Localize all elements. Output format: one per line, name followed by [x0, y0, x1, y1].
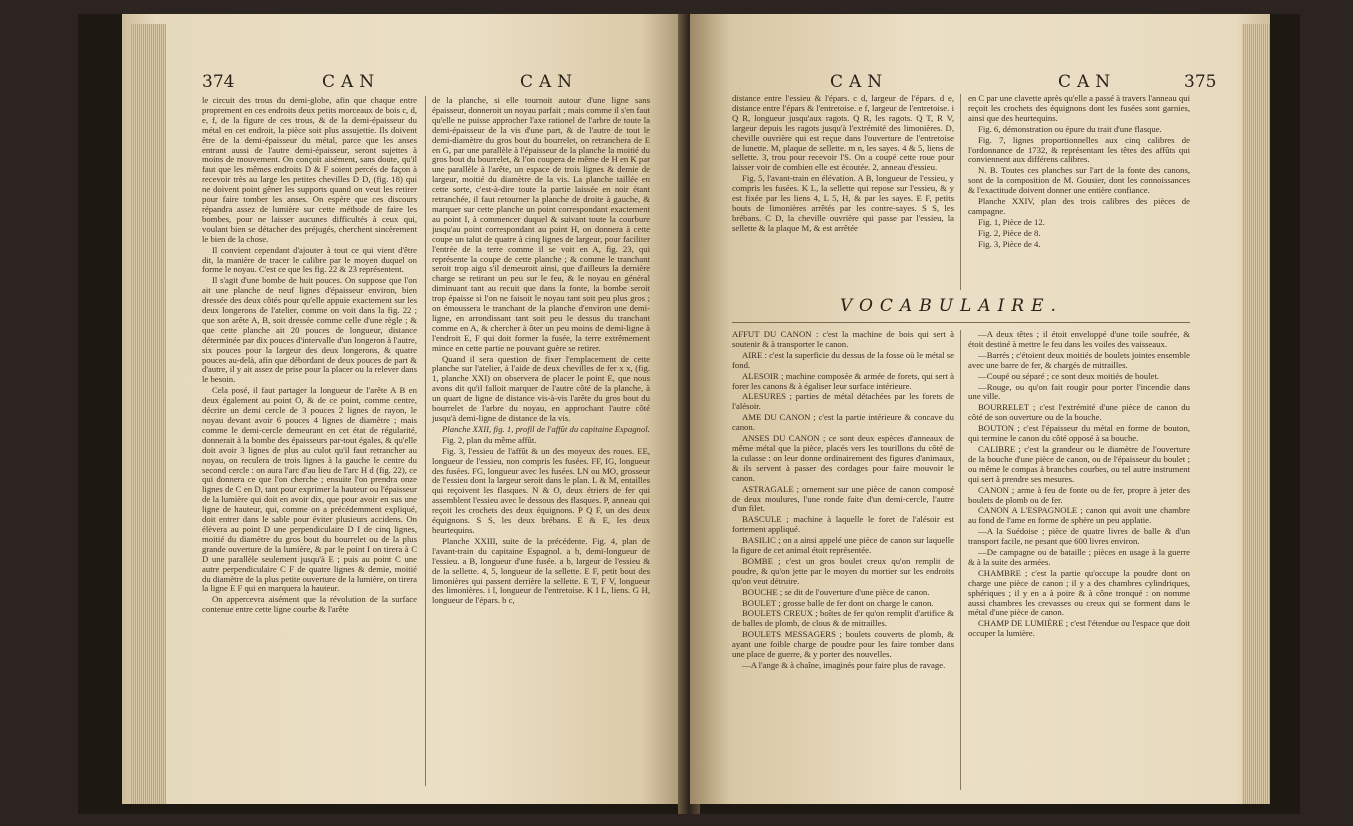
vocab-entry: BOULETS CREUX ; boîtes de fer qu'on remplit d'artifice & de balles de plomb, de clous & de mitrailles. [732, 608, 954, 629]
paragraph: Fig. 2, plan du même affût. [442, 434, 537, 445]
left-page-column-1 [202, 96, 417, 796]
vocab-entry: BASILIC ; on a ainsi appelé une pièce de canon sur laquelle la figure de cet animal étoit représentée. [732, 535, 954, 556]
vocabulary-column-2 [968, 330, 1190, 800]
vocab-entry: BOMBE ; c'est un gros boulet creux qu'on remplit de poudre, & qu'on jette par le moyen du mortier sur les endroits qu'on veut détruire. [732, 555, 954, 586]
paragraph: en C par une clavette après qu'elle a passé à travers l'anneau qui reçoit les crochets des équignons dont les fusées sont garnies, ainsi que des heurtequins. [968, 93, 1190, 123]
vocab-entry: BOULETS MESSAGERS ; boulets couverts de plomb, & ayant une foible charge de poudre pour les faire tomber dans une place de guerre, & y porter des nouvelles. [732, 629, 954, 660]
vocab-entry: CANON ; arme à feu de fonte ou de fer, propre à jeter des boulets de plomb ou de fer. [968, 484, 1190, 505]
paragraph: Cela posé, il faut partager la longueur de l'arête A B en deux également au point O, & de ce point, comme centre, décrire un demi cercle de 3 pouces 2 lignes de rayon, le noyau devant avoir 6 pouces 4 lignes de diamètre ; mais comme le demi-cercle demeurant en cet état de régularité, donnerait à la bombe des épaisseurs par-tout égales, & qu'elle doit avoir 3 lignes de plus au culot qu'il faut retrancher au noyau, on reculera de trois lignes à la gauche le centre du second cercle : on aura l'arc d'au lieu de l'arc H d (fig. 22), ce qui donnera ce que l'on cherche ; ensuite l'on prendra onze lignes de C en D, tant pour exprimer la hauteur ou l'épaisseur de la lumière qui doit en avoir dix, que pour avoir en sus une ligne de hauteur, qui, comme on a précédemment expliqué, doit entrer dans le sable pour éviter plusieurs accidens. On élèvera au point D une perpendiculaire D I de cinq lignes, moitié du diamètre du gros bout du bourrelet ou de la plus grande ouverture de la lumière, & par le point I on tirera à C D une parallèle seulement jusqu'à E ; puis au point C une autre perpendiculaire C F de quatre lignes & demie, moitié du diamètre de la plus petite ouverture de la lumière, on tirera la ligne E F qui en marquera la hauteur. [202, 385, 417, 594]
vocab-entry: ALESURES ; parties de métal détachées par les forets de l'alésoir. [732, 391, 954, 412]
vocab-entry: —Coupé ou séparé ; ce sont deux moitiés de boulet. [978, 370, 1159, 381]
paragraph: On appercevra aisément que la révolution de la surface contenue entre cette ligne courbe & l'arête [202, 594, 417, 615]
vocab-entry: —A l'ange & à chaîne, imaginés pour faire plus de ravage. [742, 660, 946, 670]
paragraph: Fig. 3, l'essieu de l'affût & un des moyeux des roues. EE, longueur de l'essieu, non compris les fusées. FF, IG, longueur des fusées. FG, longueur avec les fusées. LN ou MO, grosseur de l'essieu dont la largeur seroit dans le plan. L & M, entailles qui reçoivent les flasques. N & O, deux étriers de fer qui assemblent l'essieu avec le dessous des flasques. P, anneau qui reçoit les crochets des deux équignons. P Q F, un des deux équignons. S S, les deux brébans. E & E, les deux heurtequins. [432, 445, 650, 535]
paragraph: Quand il sera question de fixer l'emplacement de cette planche sur l'atelier, à l'aide de deux chevilles de fer x x, (fig. 1, planche XXI) on observera de placer le point E, que nous avons dit qu'il falloit marquer de l'autre côté de la planche, à un quart de ligne de distance vis-à-vis l'arête du gros bout du bourrelet de l'arbre du noyau, en approchant l'autre côté jusqu'à demi-ligne de distance de la vis. [432, 353, 650, 423]
vocab-entry: AIRE : c'est la superficie du dessus de la fosse où le métal se fond. [732, 349, 954, 370]
running-head-right-1: CAN [830, 72, 889, 92]
paragraph: Fig. 5, l'avant-train en élévation. A B, longueur de l'essieu, y compris les fusées. K L, la sellette qui repose sur l'essieu, & y est fixée par les liens 4, L 5, H, & par les sayes. E F, petits bouts de limonières arrêtés par les contre-sayes. S S, les brébans. C D, la cheville ouvrière qui passe par l'essieu, la sellette & la plaque M, & est arrêtée [732, 173, 954, 233]
page-number-left: 374 [202, 72, 235, 92]
paragraph: Fig. 1, Pièce de 12. [978, 216, 1045, 227]
vocab-entry: CANON A L'ESPAGNOLE ; canon qui avoit une chambre au fond de l'ame en forme de sphère un peu applatie. [968, 505, 1190, 526]
vocab-entry: BOUCHE ; se dit de l'ouverture d'une pièce de canon. [742, 586, 930, 597]
vocab-entry: CHAMBRE ; c'est la partie qu'occupe la poudre dont on charge une pièce de canon ; il y a des chambres cylindriques, sphériques ; il y en a à poire & à cône tronqué : on nomme aussi chambres les crevasses ou creux qui se forment dans le métal d'une pièce de canon. [968, 567, 1190, 618]
paragraph: Il convient cependant d'ajouter à tout ce qui vient d'être dit, la manière de tracer le calibre par le moyen duquel on forme le noyau. C'est ce que les fig. 22 & 23 représentent. [202, 244, 417, 275]
column-divider [960, 330, 961, 790]
vocab-entry: BASCULE ; machine à laquelle le foret de l'alésoir est fortement appliqué. [732, 514, 954, 535]
running-head-left-2: CAN [520, 72, 579, 92]
heading-rule [732, 322, 1190, 323]
paragraph: de la planche, si elle tournoit autour d'une ligne sans épaisseur, donneroit un noyau parfait ; mais comme il s'en faut qu'elle ne puisse approcher l'axe rationel de l'arbre de toute la demi-épaisseur de la vis d'une part, & de l'autre de tout le demi-diamètre du gros bout du bourrelet, on retranchera de E en G, par une parallèle à l'épaisseur de la planche la moitié du gros bout du bourrelet, & l'on coupera de même de H en K par une parallèle à l'arête, un espace de trois lignes & demie de largeur, moitié du diamètre de la vis. La planche taillée en cette sorte, c'est-à-dire toute la partie laissée en noir étant retranchée, il faut retourner la planche de droite à gauche, & marquer sur cette planche un point correspondant exactement au point I, à commencer duquel & suivant toute la courbure jusqu'au point correspondant au point H, on donnera à cette coupe un talut de quatre à cinq lignes de largeur, pour faciliter l'entrée de la terre comme il se voit en A, fig. 23, qui représente la coupe de cette planche ; & comme le tranchant seroit trop aigu s'il demeuroit ainsi, que d'ailleurs la dernière charge se retirant un peu sur le feu, & le noyau en général diminuant tant au recuit que dans la fonte, la bombe seroit trop épaisse si l'on ne faisoit le noyau tant soit peu plus gros ; on émoussera le tranchant de la planche d'environ une demi-ligne, en arrondissant tant soit peu le dessus du tranchant comme en A, & chercher à ôter un peu moins de demi-ligne à l'endroit E, F qui doit former la fusée, la terre extrêmement mince en cette partie ne pouvant guère se retirer. [432, 95, 650, 353]
vocab-entry: BOULET ; grosse balle de fer dont on charge le canon. [742, 597, 934, 608]
paragraph: le circuit des trous du demi-globe, afin que chaque entre proprement en ces endroits deux petits morceaux de bois c, d, e, f, de la figure de ces trous, & de la demi-épaisseur du métal en cet endroit, la pièce soit plus assujettie. Ils doivent être de la demi-épaisseur du métal, parce que les anses entrant aussi de l'autre demi-épaisseur, seront sujettes à moins de mouvement. On conçoit aisément, sans doute, qu'il faut que les mêmes endroits D & F soient percés de façon à recevoir très au large les petites chevilles D D, (fig. 18) qui ne doivent point gêner les supports quand on veut les retirer pour faire tomber les anses. On espère que ces discours répandra assez de lumière sur cette méthode de faire les bombes, pour ne laisser aucunes difficultés à ceux qui, voulant bien se détacher des préjugés, cherchent sincèrement le bien de la chose. [202, 95, 417, 244]
vocab-entry: AME DU CANON ; c'est la partie intérieure & concave du canon. [732, 412, 954, 433]
paragraph: Planche XXIII, suite de la précédente. Fig. 4, plan de l'avant-train du capitaine Espagnol. a b, demi-longueur de l'essieu. a B, longueur d'une fusée. a b, largeur de l'essieu & de la sellette. 4, 5, longueur de la sellette. E F, petit bout des limonières qui passent derrière la sellette. E T, F V, longueur des limonières. i l, longueur de l'entretoise. K I L, liens. G H, longueur de l'épars. b c, [432, 535, 650, 606]
vocab-entry: CHAMP DE LUMIÈRE ; c'est l'étendue ou l'espace que doit occuper la lumière. [968, 618, 1190, 639]
vocab-entry: —A deux têtes ; il étoit enveloppé d'une toile soufrée, & étoit destiné à mettre le feu dans les voiles des vaisseaux. [968, 329, 1190, 349]
page-number-right: 375 [1184, 72, 1217, 92]
running-head-left-1: CAN [322, 72, 381, 92]
running-head-right-2: CAN [1058, 72, 1117, 92]
paragraph: Planche XXII, fig. 1, profil de l'affût du capitaine Espagnol. [442, 423, 650, 434]
vocab-entry: BOUTON ; c'est l'épaisseur du métal en forme de bouton, qui termine le canon du côté opposé à sa bouche. [968, 423, 1190, 444]
right-page-column-2-top [968, 94, 1190, 294]
paragraph: Il s'agit d'une bombe de huit pouces. On suppose que l'on ait une planche de neuf lignes d'épaisseur environ, bien dressée des deux côtés pour qu'elle appuie exactement sur les deux longerons de l'atelier, comme on voit dans la fig. 22 ; que son arête A, B, soit dressée comme celle d'une règle ; & que cette planche ait 20 pouces de longueur, distance déterminée par dix pouces d'intervalle d'un longeron à l'autre, six pouces pour la largeur des deux longerons, & quatre pouces au-delà, afin que débordant de deux pouces de part & d'autre, il y ait assez de prise pour la placer ou la relever dans le besoin. [202, 275, 417, 385]
right-page-edge [1242, 24, 1270, 804]
vocab-entry: AFFUT DU CANON : c'est la machine de bois qui sert à soutenir & à transporter le canon. [732, 329, 954, 349]
vocabulary-heading: VOCABULAIRE. [840, 296, 1063, 316]
paragraph: Fig. 7, lignes proportionnelles aux cinq calibres de l'ordonnance de 1732, & représentant les têtes des affûts qui conviennent aux différens calibres. [968, 134, 1190, 165]
column-divider [425, 96, 426, 786]
vocab-entry: CALIBRE ; c'est la grandeur ou le diamètre de l'ouverture de la bouche d'une pièce de canon, ou de l'épaisseur du boulet ; ou même le compas à branches courbes, ou tel autre instrument qui sert à prendre ses mesures. [968, 443, 1190, 484]
paragraph: Fig. 2, Pièce de 8. [978, 227, 1041, 238]
vocab-entry: ASTRAGALE ; ornement sur une pièce de canon composé de deux moulures, l'une ronde faite d'un demi-cercle, l'autre d'un filet. [732, 483, 954, 514]
vocab-entry: —A la Suédoise ; pièce de quatre livres de balle & d'un transport facile, ne pesant que 600 livres environ. [968, 526, 1190, 547]
vocab-entry: ALESOIR ; machine composée & armée de forets, qui sert à forer les canons & à égaliser leur surface intérieure. [732, 370, 954, 391]
open-book [78, 14, 1300, 814]
paragraph: Fig. 3, Pièce de 4. [978, 238, 1041, 249]
vocab-entry: —Barrés ; c'étoient deux moitiés de boulets jointes ensemble avec une barre de fer, & chargés de mitrailles. [968, 349, 1190, 370]
vocab-entry: —De campagne ou de bataille ; pièces en usage à la guerre & à la suite des armées. [968, 547, 1190, 567]
right-page [690, 14, 1270, 804]
paragraph: N. B. Toutes ces planches sur l'art de la fonte des canons, sont de la composition de M. Gousier, dont les connoissances & l'exactitude doivent donner une entière confiance. [968, 165, 1190, 196]
paragraph: Fig. 6, démonstration ou épure du trait d'une flasque. [978, 123, 1162, 134]
column-divider [960, 94, 961, 290]
paragraph: Planche XXIV, plan des trois calibres des pièces de campagne. [968, 196, 1190, 216]
left-page-column-2 [432, 96, 650, 796]
right-page-column-1-top [732, 94, 954, 294]
vocabulary-column-1 [732, 330, 954, 800]
paragraph: distance entre l'essieu & l'épars. c d, largeur de l'épars. d e, distance entre l'épars & l'entretoise. e f, largeur de l'entretoise. i Q R, longueur jusqu'aux ragots. Q R, les ragots. Q T, R V, largeur depuis les ragots jusqu'à l'extrémité des limonières. D, cheville ouvrière qui est reçue dans l'ouverture de l'entretoise de lunette. M, plaque de sellette. m n, les sayes. 4 & 5, liens de sellette. 3, trou pour recevoir l'S. On a coupé cette roue pour laisser voir de combien elle est écoutée. 2, anneau d'essieu. [732, 93, 954, 173]
vocab-entry: BOURRELET ; c'est l'extrémité d'une pièce de canon du côté de son ouverture ou de la bouche. [968, 402, 1190, 423]
vocab-entry: —Rouge, ou qu'on fait rougir pour porter l'incendie dans une ville. [968, 381, 1190, 402]
left-page-edge [130, 24, 166, 804]
vocab-entry: ANSES DU CANON ; ce sont deux espèces d'anneaux de même métal que la pièce, placés vers les tourillons du côté de la culasse : on leur donne ordinairement des figures d'animaux, & ils servent à passer des cordages pour faire mouvoir le canon. [732, 433, 954, 483]
left-page [122, 14, 687, 804]
